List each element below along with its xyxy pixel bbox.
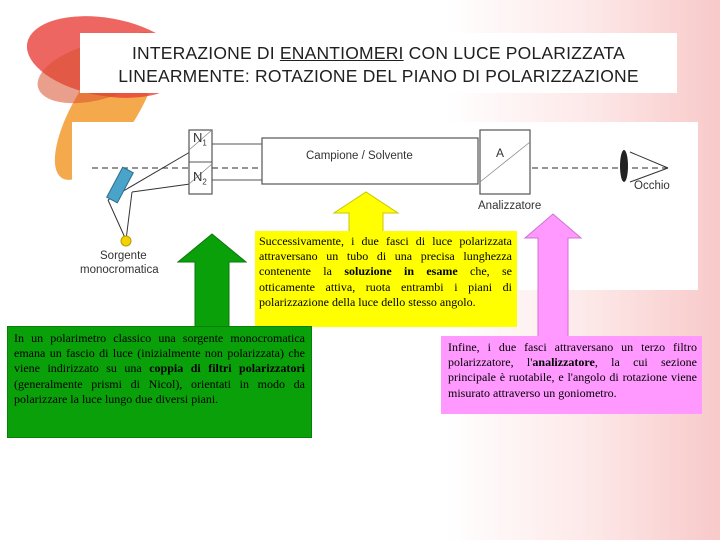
- sample-label: Campione / Solvente: [306, 150, 413, 162]
- title-suffix: CON LUCE POLARIZZATA: [403, 43, 625, 63]
- green-arrow: [178, 234, 246, 330]
- title-underlined-word: ENANTIOMERI: [279, 43, 404, 63]
- sample-bold-term: soluzione in esame: [344, 264, 458, 279]
- analyzer-bold-term: analizzatore: [532, 355, 595, 370]
- sample-explanation-box: [255, 231, 517, 327]
- analyzer-a-label: A: [496, 146, 505, 160]
- filters-bold-term: coppia di filtri polarizzatori: [149, 361, 305, 376]
- title-prefix: INTERAZIONE DI: [132, 43, 280, 63]
- source-explanation-text: In un polarimetro classico una sorgente monocromatica emana un fascio di luce (inizialmente non polarizzata) che viene indirizzato su una coppia di filtri polarizzatori (generalmente prismi di Nicol), orientati in modo da polarizzare la luce lungo due diversi piani.: [14, 331, 305, 406]
- pink-arrow: [525, 214, 581, 338]
- eye-label: Occhio: [634, 180, 670, 192]
- yellow-arrow: [334, 192, 398, 233]
- source-label-line-1: Sorgente: [100, 250, 147, 262]
- source-label-line-2: monocromatica: [80, 264, 159, 276]
- analyzer-label: Analizzatore: [478, 200, 542, 212]
- n2-label: $N_2$: [193, 169, 207, 187]
- sample-explanation-text: Successivamente, i due fasci di luce polarizzata attraversano un tubo di una precisa lunghezza contenente la soluzione in esame che, se otticamente attiva, ruota entrambi i piani di polarizzazione della luce dello stesso angolo.: [259, 234, 512, 309]
- n1-label: $N_1$: [193, 130, 207, 148]
- analyzer-explanation-box: [441, 336, 702, 414]
- source-explanation-box: [7, 326, 312, 438]
- title-line-2: LINEARMENTE: ROTAZIONE DEL PIANO DI POLARIZZAZIONE: [118, 66, 639, 86]
- analyzer-explanation-text: Infine, i due fasci attraversano un terzo filtro polarizzatore, l'analizzatore, la cui sezione principale è ruotabile, e l'angolo di rotazione viene misurato attraverso un goniometro.: [448, 340, 697, 400]
